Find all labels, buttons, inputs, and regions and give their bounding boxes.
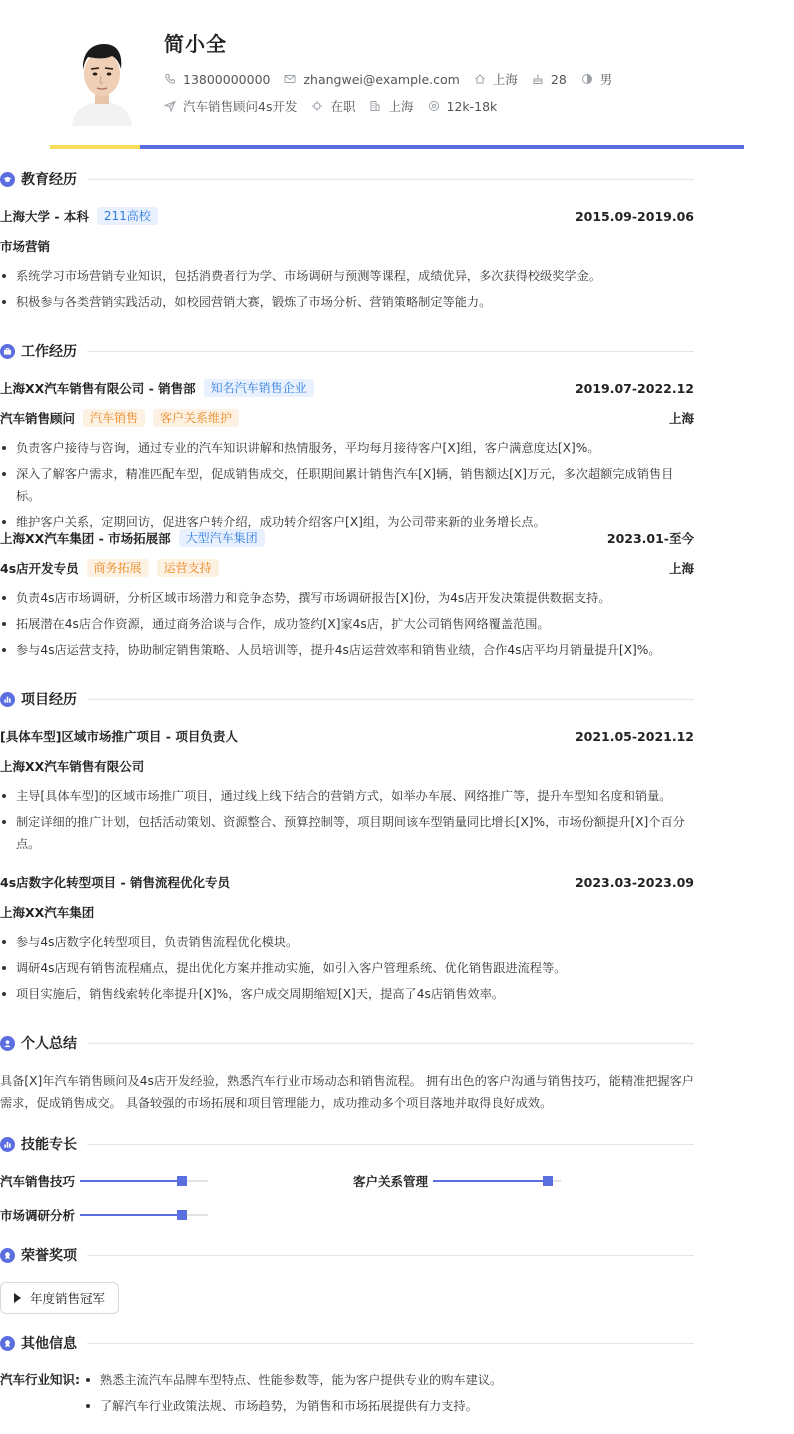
awards-section-title: 荣誉奖项: [0, 1245, 694, 1265]
project-title: [具体车型]区域市场推广项目 - 项目负责人: [0, 729, 238, 744]
skill-item: 汽车销售技巧: [0, 1171, 208, 1191]
list-item: 系统学习市场营销专业知识，包括消费者行为学、市场调研与预测等课程，成绩优异，多次获得校级奖学金。: [0, 265, 694, 287]
company-tag: 大型汽车集团: [179, 529, 265, 547]
projects-section-title: 项目经历: [0, 689, 694, 709]
company-tag: 知名汽车销售企业: [204, 379, 314, 397]
company-name: 上海XX汽车销售有限公司 - 销售部: [0, 381, 196, 396]
age-item: 28: [532, 72, 567, 87]
project-org: 上海XX汽车销售有限公司: [0, 759, 145, 774]
list-item: 主导[具体车型]的区域市场推广项目，通过线上线下结合的营销方式，如举办车展、网络推广等，提升车型知名度和销量。: [0, 785, 694, 807]
gender-icon: [581, 73, 593, 85]
gender-item: 男: [581, 70, 613, 88]
skill-item: 客户关系管理: [353, 1171, 561, 1191]
other-info-entry: [0, 1369, 694, 1421]
bar-chart-icon: [0, 692, 15, 707]
skill-level-bar: [433, 1180, 561, 1182]
candidate-name: 简小全: [164, 32, 227, 56]
skill-level-bar: [80, 1214, 208, 1216]
project-bullets: [0, 785, 694, 855]
target-city-item: 上海: [369, 97, 413, 115]
avatar: [64, 36, 140, 126]
project-date: 2023.03-2023.09: [574, 874, 694, 890]
list-item: 负责客户接待与咨询，通过专业的汽车知识讲解和热情服务，平均每月接待客户[X]组，客户满意度达[X]%。: [0, 437, 694, 459]
school-name: 上海大学 - 本科: [0, 209, 89, 224]
other-section-title: 其他信息: [0, 1333, 694, 1353]
role-title: 4s店开发专员: [0, 561, 79, 576]
award-icon: [0, 1336, 15, 1351]
email-item: zhangwei@example.com: [284, 72, 459, 87]
contact-row: [164, 70, 626, 88]
work-date: 2019.07-2022.12: [574, 380, 694, 396]
status-item: 在职: [311, 97, 355, 115]
job-item: 汽车销售顾问4s开发: [164, 97, 297, 115]
education-section-title: 教育经历: [0, 169, 694, 189]
role-tag: 商务拓展: [87, 559, 149, 577]
bar-chart-icon: [0, 1137, 15, 1152]
status-icon: [311, 100, 323, 112]
list-item: 负责4s店市场调研，分析区域市场潜力和竞争态势，撰写市场调研报告[X]份，为4s店开发决策提供数据支持。: [0, 587, 694, 609]
project-entry: [0, 872, 694, 1009]
work-entry: [0, 378, 694, 537]
list-item: 积极参与各类营销实践活动，如校园营销大赛，锻炼了市场分析、营销策略制定等能力。: [0, 291, 694, 313]
work-location: 上海: [668, 561, 694, 576]
salary-item: 12k-18k: [428, 99, 498, 114]
resume-header: [50, 0, 744, 146]
list-item: 参与4s店数字化转型项目，负责销售流程优化模块。: [0, 931, 694, 953]
education-bullets: [0, 265, 694, 313]
work-section-title: 工作经历: [0, 341, 694, 361]
other-bullets: [84, 1369, 694, 1421]
work-entry: [0, 528, 694, 665]
list-item: 参与4s店运营支持，协助制定销售策略、人员培训等，提升4s店运营效率和销售业绩，合作4s店平均月销量提升[X]%。: [0, 639, 694, 661]
work-bullets: [0, 437, 694, 533]
education-entry: [0, 206, 694, 317]
role-title: 汽车销售顾问: [0, 411, 76, 426]
work-date: 2023.01-至今: [606, 531, 694, 546]
list-item: 制定详细的推广计划，包括活动策划、资源整合、预算控制等，项目期间该车型销量同比增长[X]%，市场份额提升[X]个百分点。: [0, 811, 694, 855]
coin-icon: [428, 100, 440, 112]
education-date: 2015.09-2019.06: [574, 208, 694, 224]
summary-text: 具备[X]年汽车销售顾问及4s店开发经验，熟悉汽车行业市场动态和销售流程。 拥有出色的客户沟通与销售技巧，能精准把握客户需求，促成销售成交。 具备较强的市场拓展和项目管理能力，成功推动多个项目落地并取得良好成效。: [0, 1074, 694, 1110]
award-item[interactable]: 年度销售冠军: [0, 1282, 119, 1314]
building-icon: [369, 100, 381, 112]
project-bullets: [0, 931, 694, 1005]
project-date: 2021.05-2021.12: [574, 728, 694, 744]
play-icon: [14, 1293, 21, 1303]
other-label: 汽车行业知识:: [0, 1372, 80, 1387]
city-item: 上海: [474, 70, 518, 88]
summary-section-title: 个人总结: [0, 1033, 694, 1053]
skill-level-bar: [80, 1180, 208, 1182]
skills-section-title: 技能专长: [0, 1134, 694, 1154]
project-title: 4s店数字化转型项目 - 销售流程优化专员: [0, 875, 231, 890]
user-icon: [0, 1036, 15, 1051]
project-entry: [0, 726, 694, 859]
work-bullets: [0, 587, 694, 661]
mail-icon: [284, 73, 296, 85]
list-item: 深入了解客户需求，精准匹配车型，促成销售成交，任职期间累计销售汽车[X]辆，销售额达[X]万元，多次超额完成销售目标。: [0, 463, 694, 507]
send-icon: [164, 100, 176, 112]
role-tag: 客户关系维护: [153, 409, 239, 427]
list-item: 拓展潜在4s店合作资源，通过商务洽谈与合作，成功签约[X]家4s店，扩大公司销售网络覆盖范围。: [0, 613, 694, 635]
major: 市场营销: [0, 239, 51, 254]
skill-item: 市场调研分析: [0, 1205, 208, 1225]
cake-icon: [532, 73, 544, 85]
list-item: 调研4s店现有销售流程痛点，提出优化方案并推动实施，如引入客户管理系统、优化销售跟进流程等。: [0, 957, 694, 979]
phone-icon: [164, 73, 176, 85]
briefcase-icon: [0, 344, 15, 359]
list-item: 维护客户关系，定期回访，促进客户转介绍，成功转介绍客户[X]组，为公司带来新的业务增长点。: [0, 511, 694, 533]
list-item: 项目实施后，销售线索转化率提升[X]%，客户成交周期缩短[X]天，提高了4s店销售效率。: [0, 983, 694, 1005]
role-tag: 运营支持: [157, 559, 219, 577]
home-icon: [474, 73, 486, 85]
company-name: 上海XX汽车集团 - 市场拓展部: [0, 531, 171, 546]
phone-item: 13800000000: [164, 72, 270, 87]
header-divider: [50, 145, 744, 149]
list-item: 熟悉主流汽车品牌车型特点、性能参数等，能为客户提供专业的购车建议。: [84, 1369, 694, 1391]
award-icon: [0, 1248, 15, 1263]
graduation-cap-icon: [0, 172, 15, 187]
job-intent-row: [164, 97, 511, 115]
role-tag: 汽车销售: [83, 409, 145, 427]
work-location: 上海: [668, 411, 694, 426]
list-item: 了解汽车行业政策法规、市场趋势，为销售和市场拓展提供有力支持。: [84, 1395, 694, 1417]
project-org: 上海XX汽车集团: [0, 905, 95, 920]
school-tag: 211高校: [97, 207, 158, 225]
